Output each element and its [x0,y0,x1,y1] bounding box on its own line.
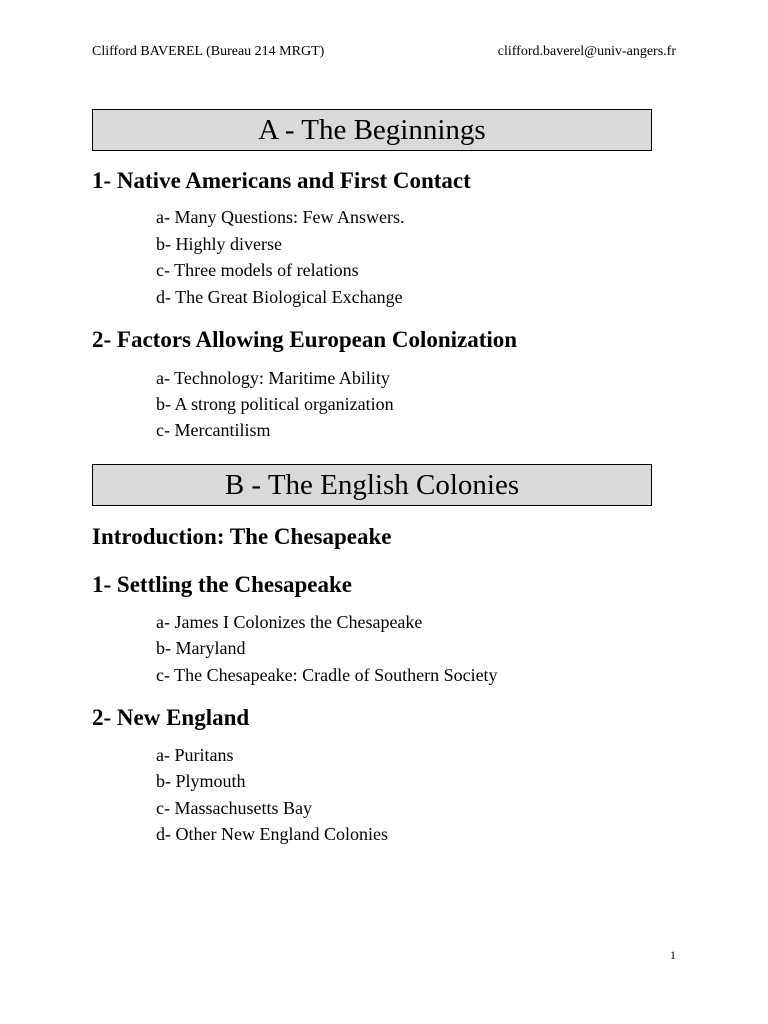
subsection-heading: 1- Settling the Chesapeake [92,572,353,597]
list-item: b- Plymouth [156,771,246,791]
section-title-b: B - The English Colonies [92,464,652,506]
list-item: b- Maryland [156,638,246,658]
list-item: c- Mercantilism [156,420,271,440]
list-item: b- A strong political organization [156,394,394,414]
page-number: 1 [670,948,676,962]
header-author: Clifford BAVEREL (Bureau 214 MRGT) [92,44,325,59]
list-item: a- Many Questions: Few Answers. [156,207,405,227]
section-title-a: A - The Beginnings [92,109,652,151]
list-item: a- Puritans [156,745,234,765]
list-item: c- The Chesapeake: Cradle of Southern Society [156,665,498,685]
list-item: d- Other New England Colonies [156,824,388,844]
subsection-heading: 1- Native Americans and First Contact [92,168,471,193]
header-email: clifford.baverel@univ-angers.fr [497,44,676,59]
subsection-heading: 2- New England [92,705,250,730]
subsection-heading: 2- Factors Allowing European Colonization [92,327,518,352]
list-item: d- The Great Biological Exchange [156,287,403,307]
list-item: b- Highly diverse [156,234,282,254]
introduction-heading: Introduction: The Chesapeake [92,524,392,549]
list-item: a- James I Colonizes the Chesapeake [156,612,423,632]
list-item: c- Three models of relations [156,260,359,280]
list-item: a- Technology: Maritime Ability [156,368,390,388]
list-item: c- Massachusetts Bay [156,798,312,818]
